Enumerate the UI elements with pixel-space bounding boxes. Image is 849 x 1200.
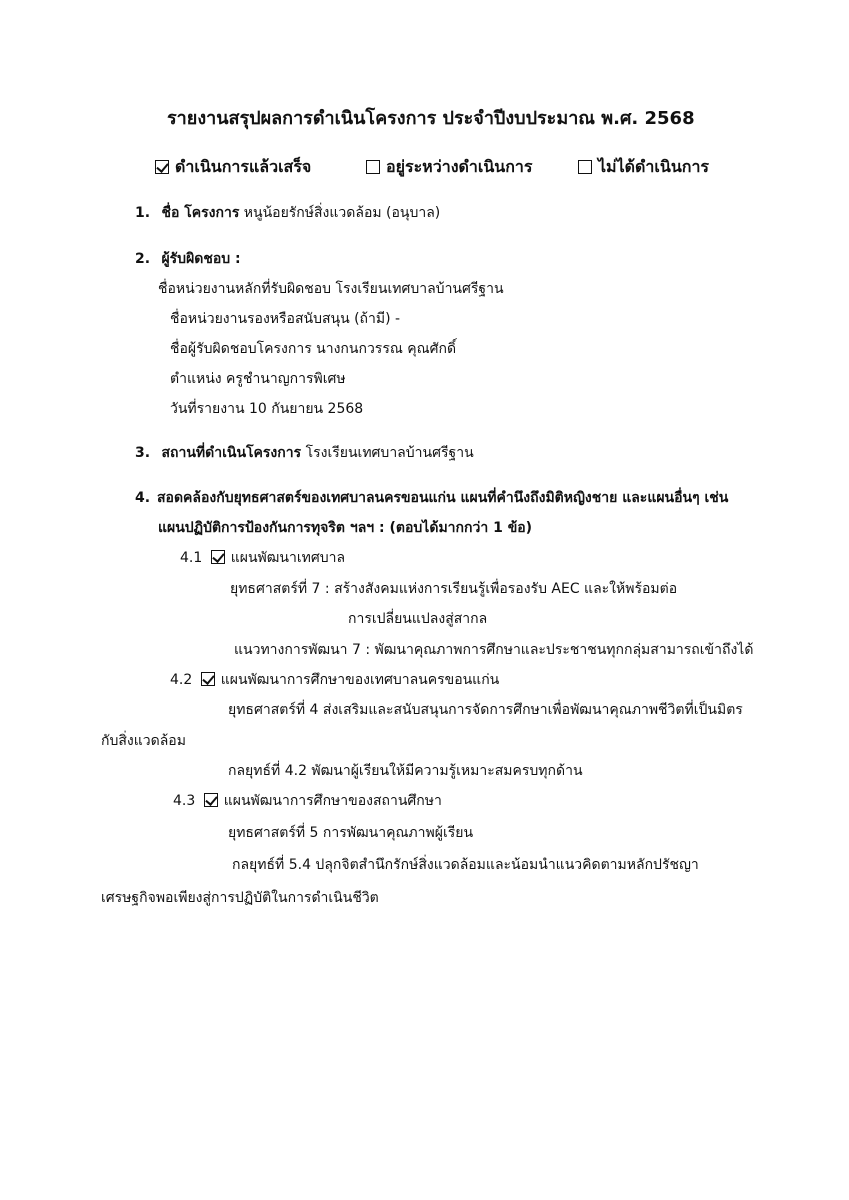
plan-4-2-strategy-line-1: ยุทธศาสตร์ที่ 4 ส่งเสริมและสนับสนุนการจัดการศึกษาเพื่อพัฒนาคุณภาพชีวิตที่เป็นมิตร <box>228 702 743 718</box>
section-4-heading-line-1: สอดคล้องกับยุทธศาสตร์ของเทศบาลนครขอนแก่น แผนที่คำนึงถึงมิติหญิงชาย และแผนอื่นๆ เช่น <box>157 490 729 506</box>
status-done[interactable] <box>155 156 311 178</box>
section-1-number: 1. <box>135 205 151 221</box>
plan-4-2-number: 4.2 <box>170 672 193 688</box>
empty-box-icon[interactable] <box>578 160 592 174</box>
status-done-label: ดำเนินการแล้วเสร็จ <box>175 157 312 176</box>
plan-4-3-tactic-line-1: กลยุทธ์ที่ 5.4 ปลุกจิตสำนึกรักษ์สิ่งแวดล้อมและน้อมนำแนวคิดตามหลักปรัชญา <box>232 857 699 873</box>
position: ตำแหน่ง ครูชำนาญการพิเศษ <box>170 371 346 387</box>
section-3-label: สถานที่ดำเนินโครงการ <box>161 445 302 461</box>
section-3-number: 3. <box>135 445 151 461</box>
project-name: หนูน้อยรักษ์สิ่งแวดล้อม (อนุบาล) <box>243 205 441 221</box>
plan-4-2 <box>170 670 499 690</box>
report-title: รายงานสรุปผลการดำเนินโครงการ ประจำปีงบประมาณ พ.ศ. 2568 <box>167 108 695 129</box>
responsible-person: ชื่อผู้รับผิดชอบโครงการ นางกนกวรรณ คุณศักดิ์ <box>170 341 457 357</box>
section-3 <box>135 443 474 463</box>
status-in-progress-label: อยู่ระหว่างดำเนินการ <box>386 157 533 176</box>
status-in-progress[interactable] <box>366 156 532 178</box>
empty-box-icon[interactable] <box>366 160 380 174</box>
project-location: โรงเรียนเทศบาลบ้านศรีฐาน <box>305 445 474 461</box>
status-not-done-label: ไม่ได้ดำเนินการ <box>598 157 710 176</box>
plan-4-1-label: แผนพัฒนาเทศบาล <box>230 550 346 566</box>
section-2 <box>135 249 241 269</box>
section-1-label: ชื่อ โครงการ <box>161 205 240 221</box>
plan-4-1-guideline: แนวทางการพัฒนา 7 : พัฒนาคุณภาพการศึกษาและประชาชนทุกกลุ่มสามารถเข้าถึงได้ <box>234 642 754 658</box>
section-2-label: ผู้รับผิดชอบ : <box>161 251 241 267</box>
section-1 <box>135 203 440 223</box>
plan-4-1-strategy-line-1: ยุทธศาสตร์ที่ 7 : สร้างสังคมแห่งการเรียนรู้เพื่อรองรับ AEC และให้พร้อมต่อ <box>230 581 678 597</box>
plan-4-2-tactic: กลยุทธ์ที่ 4.2 พัฒนาผู้เรียนให้มีความรู้เหมาะสมครบทุกด้าน <box>228 763 583 779</box>
plan-4-3 <box>173 791 442 811</box>
section-4-number: 4. <box>135 490 151 506</box>
plan-4-3-number: 4.3 <box>173 793 196 809</box>
support-unit: ชื่อหน่วยงานรองหรือสนับสนุน (ถ้ามี) - <box>170 311 401 327</box>
section-4-heading-line-2: แผนปฏิบัติการป้องกันการทุจริต ฯลฯ : (ตอบได้มากกว่า 1 ข้อ) <box>158 520 533 536</box>
section-4-heading <box>135 488 728 508</box>
plan-4-3-strategy: ยุทธศาสตร์ที่ 5 การพัฒนาคุณภาพผู้เรียน <box>228 825 474 841</box>
section-2-number: 2. <box>135 251 151 267</box>
report-date: วันที่รายงาน 10 กันยายน 2568 <box>170 401 364 417</box>
plan-4-1-number: 4.1 <box>180 550 203 566</box>
plan-4-1-strategy-line-2: การเปลี่ยนแปลงสู่สากล <box>348 611 488 627</box>
checked-box-icon[interactable] <box>204 793 218 807</box>
checked-box-icon[interactable] <box>211 550 225 564</box>
plan-4-3-label: แผนพัฒนาการศึกษาของสถานศึกษา <box>223 793 442 809</box>
plan-4-2-strategy-line-2: กับสิ่งแวดล้อม <box>101 733 186 749</box>
status-not-done[interactable] <box>578 156 709 178</box>
plan-4-1 <box>180 548 345 568</box>
checked-box-icon[interactable] <box>155 160 169 174</box>
plan-4-3-tactic-line-2: เศรษฐกิจพอเพียงสู่การปฏิบัติในการดำเนินชีวิต <box>101 890 379 906</box>
plan-4-2-label: แผนพัฒนาการศึกษาของเทศบาลนครขอนแก่น <box>220 672 500 688</box>
checked-box-icon[interactable] <box>201 672 215 686</box>
main-unit: ชื่อหน่วยงานหลักที่รับผิดชอบ โรงเรียนเทศบาลบ้านศรีฐาน <box>158 281 504 297</box>
